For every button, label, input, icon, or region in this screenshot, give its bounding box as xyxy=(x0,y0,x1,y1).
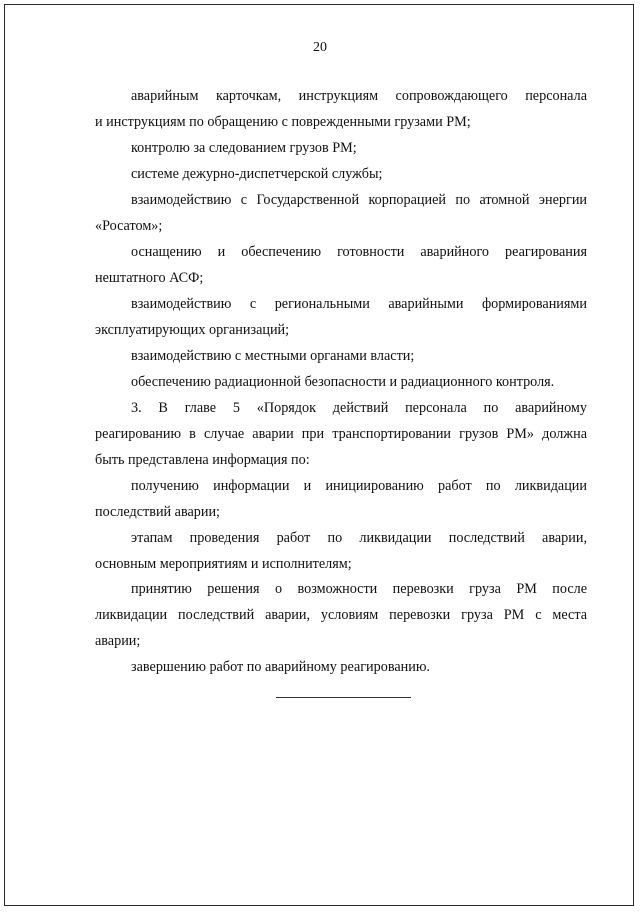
text-line: взаимодействию с Государственной корпорацией по атомной энергии xyxy=(131,192,587,208)
text-line: основным мероприятиям и исполнителям; xyxy=(95,556,352,572)
text-line: быть представлена информация по: xyxy=(95,452,310,468)
text-line: контролю за следованием грузов РМ; xyxy=(131,140,357,156)
end-separator-rule xyxy=(276,697,411,698)
text-line: 3. В главе 5 «Порядок действий персонала по аварийному xyxy=(131,400,587,416)
text-line: реагированию в случае аварии при транспортировании грузов РМ» должна xyxy=(95,426,587,442)
text-line: завершению работ по аварийному реагированию. xyxy=(131,659,430,675)
text-line: аварийным карточкам, инструкциям сопровождающего персонала xyxy=(131,88,587,104)
text-line: последствий аварии; xyxy=(95,504,220,520)
text-line: «Росатом»; xyxy=(95,218,163,234)
text-line: ликвидации последствий аварии, условиям перевозки груза РМ с места xyxy=(95,607,587,623)
text-line: оснащению и обеспечению готовности аварийного реагирования xyxy=(131,244,587,260)
page-number: 20 xyxy=(313,40,327,55)
text-line: и инструкциям по обращению с поврежденными грузами РМ; xyxy=(95,114,471,130)
text-line: аварии; xyxy=(95,633,141,649)
text-line: принятию решения о возможности перевозки груза РМ после xyxy=(131,581,587,597)
text-line: системе дежурно-диспетчерской службы; xyxy=(131,166,383,182)
text-line: эксплуатирующих организаций; xyxy=(95,322,290,338)
text-line: обеспечению радиационной безопасности и радиационного контроля. xyxy=(131,374,555,390)
text-line: этапам проведения работ по ликвидации последствий аварии, xyxy=(131,530,587,546)
text-line: нештатного АСФ; xyxy=(95,270,204,286)
text-line: взаимодействию с региональными аварийными формированиями xyxy=(131,296,587,312)
text-line: получению информации и инициированию работ по ликвидации xyxy=(131,478,587,494)
text-line: взаимодействию с местными органами власти; xyxy=(131,348,415,364)
